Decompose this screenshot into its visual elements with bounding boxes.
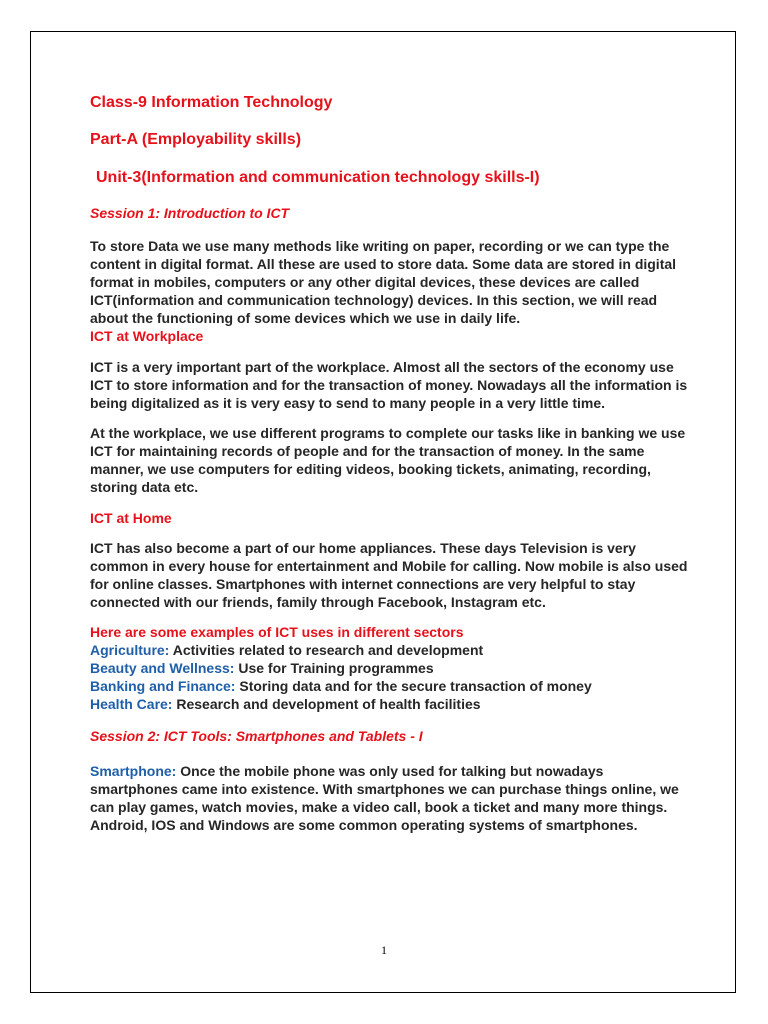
class-heading: Class-9 Information Technology (90, 94, 333, 111)
session-2-title: Session 2: ICT Tools: Smartphones and Tablets - I (90, 728, 423, 744)
sector-description: Use for Training programmes (234, 660, 434, 676)
workplace-heading: ICT at Workplace (90, 328, 204, 344)
workplace-paragraph-1: ICT is a very important part of the workplace. Almost all the sectors of the economy use ICT to store information and for the transaction of money. Nowadays all the information is being digitalized as it is very easy to send to many people in a very little time. (90, 359, 688, 411)
sector-row (90, 659, 690, 677)
sector-label: Health Care: (90, 696, 173, 712)
sector-row (90, 695, 690, 713)
sector-row (90, 641, 690, 659)
sector-description: Activities related to research and development (169, 642, 484, 658)
home-paragraph: ICT has also become a part of our home appliances. These days Television is very common in every house for entertainment and Mobile for calling. Now mobile is also used for online classes. Smartphones with internet connections are very helpful to stay connected with our friends, family through Facebook, Instagram etc. (90, 540, 688, 610)
sector-label: Agriculture: (90, 642, 170, 658)
workplace-paragraph-2: At the workplace, we use different programs to complete our tasks like in banking we use ICT for maintaining records of people and for the transaction of money. In the same manner, we use computers for editing videos, booking tickets, animating, recording, storing data etc. (90, 425, 686, 495)
intro-paragraph: To store Data we use many methods like writing on paper, recording or we can type the content in digital format. All these are used to store data. Some data are stored in digital format in mobiles, computers or any other digital devices, these devices are called ICT(information and communication technology) devices. In this section, we will read about the functioning of some devices which we use in daily life. (90, 238, 677, 326)
sector-row (90, 677, 690, 695)
sector-list (90, 641, 690, 713)
session-1-title: Session 1: Introduction to ICT (90, 205, 290, 221)
sector-label: Beauty and Wellness: (90, 660, 235, 676)
sector-description: Research and development of health facilities (172, 696, 481, 712)
smartphone-paragraph (90, 762, 690, 834)
sector-label: Banking and Finance: (90, 678, 236, 694)
page-number: 1 (381, 943, 387, 957)
sector-description: Storing data and for the secure transaction of money (235, 678, 592, 694)
home-heading: ICT at Home (90, 510, 172, 526)
examples-heading: Here are some examples of ICT uses in different sectors (90, 624, 464, 640)
smartphone-text: Once the mobile phone was only used for talking but nowadays smartphones came into existence. With smartphones we can purchase things online, we can play games, watch movies, make a video call, book a ticket and many more things. Android, IOS and Windows are some common operating systems of smartphones. (90, 763, 679, 833)
unit-heading: Unit-3(Information and communication technology skills-I) (96, 169, 540, 186)
part-heading: Part-A (Employability skills) (90, 131, 302, 148)
smartphone-label: Smartphone: (90, 763, 177, 779)
document-body (90, 92, 690, 834)
